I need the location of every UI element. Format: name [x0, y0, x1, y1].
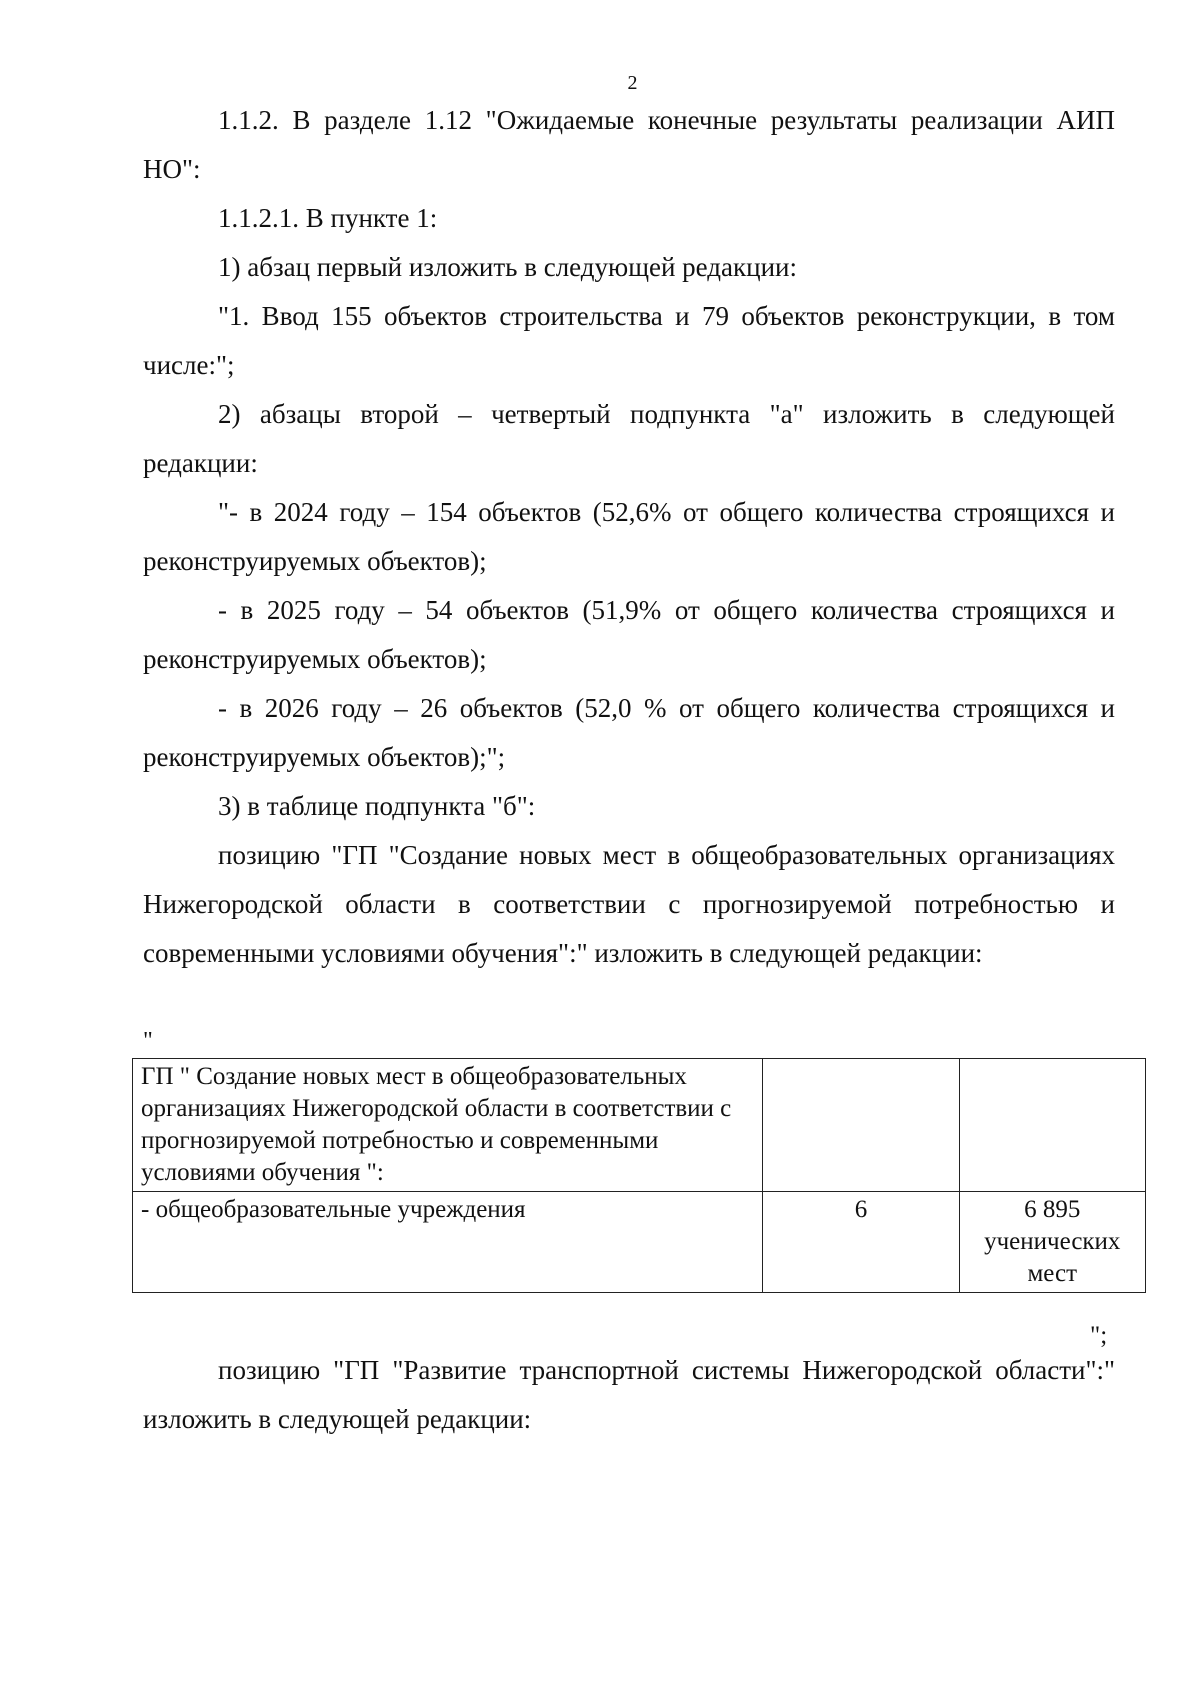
table-closing-quote: "; [1090, 1322, 1108, 1349]
paragraph-section-1-1-2: 1.1.2. В разделе 1.12 "Ожидаемые конечные результаты реализации АИП НО": [143, 105, 1115, 184]
paragraph-year-2024: "- в 2024 году – 154 объектов (52,6% от общего количества строящихся и реконструируемых объектов); [143, 497, 1115, 576]
table-opening-quote: " [143, 1028, 153, 1054]
paragraph-subitem-3: 3) в таблице подпункта "б": [218, 791, 536, 821]
table-cell-program-name: ГП " Создание новых мест в общеобразовательных организациях Нижегородской области в соответствии с прогнозируемой потребностью и современными условиями обучения ": [133, 1059, 763, 1192]
paragraph-subitem-2: 2) абзацы второй – четвертый подпункта "а" изложить в следующей редакции: [143, 399, 1115, 478]
table-row [133, 1192, 1146, 1293]
table-cell-institutions: - общеобразовательные учреждения [133, 1192, 763, 1293]
table-row [133, 1059, 1146, 1192]
paragraph-item-1-1-2-1: 1.1.2.1. В пункте 1: [218, 203, 438, 233]
page-number: 2 [627, 72, 638, 94]
document-body-continued [143, 1346, 1115, 1444]
table-cell-count [763, 1059, 959, 1192]
table-cell-places [959, 1059, 1145, 1192]
paragraph-year-2025: - в 2025 году – 54 объектов (51,9% от общего количества строящихся и реконструируемых объектов); [143, 595, 1115, 674]
document-body [143, 96, 1115, 978]
program-table [132, 1058, 1146, 1293]
table-cell-student-places: 6 895 ученических мест [959, 1192, 1145, 1293]
paragraph-subitem-1: 1) абзац первый изложить в следующей редакции: [218, 252, 797, 282]
paragraph-position-transport: позицию "ГП "Развитие транспортной системы Нижегородской области":" изложить в следующей редакции: [143, 1355, 1115, 1434]
paragraph-year-2026: - в 2026 году – 26 объектов (52,0 % от общего количества строящихся и реконструируемых объектов);"; [143, 693, 1115, 772]
paragraph-position-education: позицию "ГП "Создание новых мест в общеобразовательных организациях Нижегородской области в соответствии с прогнозируемой потребностью и современными условиями обучения":" изложить в следующей редакции: [143, 840, 1115, 968]
table-cell-institutions-count: 6 [763, 1192, 959, 1293]
paragraph-quote-1: "1. Ввод 155 объектов строительства и 79 объектов реконструкции, в том числе:"; [143, 301, 1115, 380]
